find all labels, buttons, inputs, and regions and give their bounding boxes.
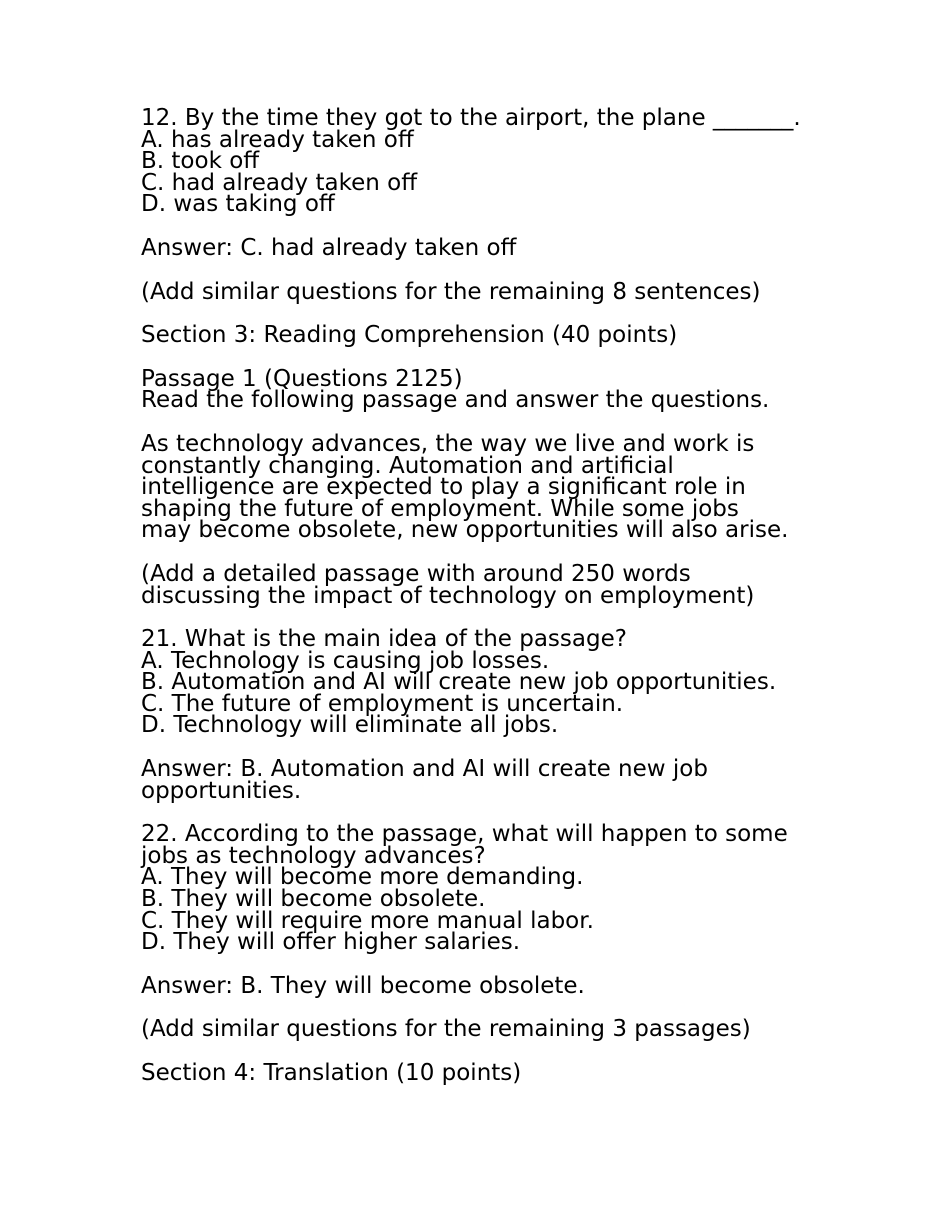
question-21-option-c: C. The future of employment is uncertain.: [141, 690, 624, 717]
question-21: [141, 626, 821, 739]
passage-1-heading: [141, 365, 821, 414]
question-21-answer: [141, 756, 821, 804]
question-22-option-d: D. They will offer higher salaries.: [141, 929, 521, 956]
question-22-option-b: B. They will become obsolete.: [141, 886, 486, 913]
question-22-option-a: A. They will become more demanding.: [141, 864, 584, 891]
passage-line: shaping the future of employment. While some jobs: [141, 495, 739, 522]
note-remaining-passages: [141, 1016, 821, 1043]
question-12-option-b: B. took off: [141, 148, 260, 175]
answer-text: opportunities.: [141, 777, 302, 804]
question-12: [141, 105, 821, 218]
note-text: discussing the impact of technology on employment): [141, 582, 755, 609]
question-22-answer: [141, 972, 821, 999]
note-text: (Add similar questions for the remaining 3 passages): [141, 1016, 751, 1043]
question-22-stem: jobs as technology advances?: [141, 842, 486, 869]
note-remaining-sentences: [141, 278, 821, 305]
question-22-option-c: C. They will require more manual labor.: [141, 907, 594, 934]
question-12-option-a: A. has already taken off: [141, 126, 414, 153]
passage-1-text: [141, 430, 821, 544]
passage-instruction: Read the following passage and answer the questions.: [141, 387, 770, 414]
passage-title: Passage 1 (Questions 2125): [141, 365, 463, 392]
question-21-stem: 21. What is the main idea of the passage?: [141, 626, 627, 653]
note-text: (Add a detailed passage with around 250 words: [141, 560, 691, 587]
answer-text: Answer: C. had already taken off: [141, 234, 517, 261]
question-12-answer: [141, 234, 821, 261]
passage-line: As technology advances, the way we live and work is: [141, 430, 755, 457]
section-heading-text: Section 3: Reading Comprehension (40 points): [141, 322, 678, 349]
question-12-option-d: D. was taking off: [141, 191, 335, 218]
section-heading-text: Section 4: Translation (10 points): [141, 1060, 522, 1086]
passage-line: intelligence are expected to play a significant role in: [141, 474, 746, 501]
section-3-heading: [141, 322, 821, 349]
question-21-option-d: D. Technology will eliminate all jobs.: [141, 712, 559, 739]
note-text: (Add similar questions for the remaining 8 sentences): [141, 278, 761, 305]
question-22: [141, 821, 821, 956]
question-21-option-b: B. Automation and AI will create new job opportunities.: [141, 669, 777, 696]
answer-text: Answer: B. They will become obsolete.: [141, 972, 585, 999]
document-page: [141, 105, 821, 1107]
answer-text: Answer: B. Automation and AI will create new job: [141, 756, 708, 783]
question-21-option-a: A. Technology is causing job losses.: [141, 647, 550, 674]
question-12-option-c: C. had already taken off: [141, 169, 418, 196]
passage-line: constantly changing. Automation and artificial: [141, 452, 674, 479]
note-detailed-passage: [141, 560, 821, 609]
passage-line: may become obsolete, new opportunities will also arise.: [141, 517, 789, 544]
question-12-stem: 12. By the time they got to the airport, the plane _______.: [141, 105, 801, 131]
question-22-stem: 22. According to the passage, what will happen to some: [141, 821, 788, 848]
section-4-heading: [141, 1060, 821, 1086]
